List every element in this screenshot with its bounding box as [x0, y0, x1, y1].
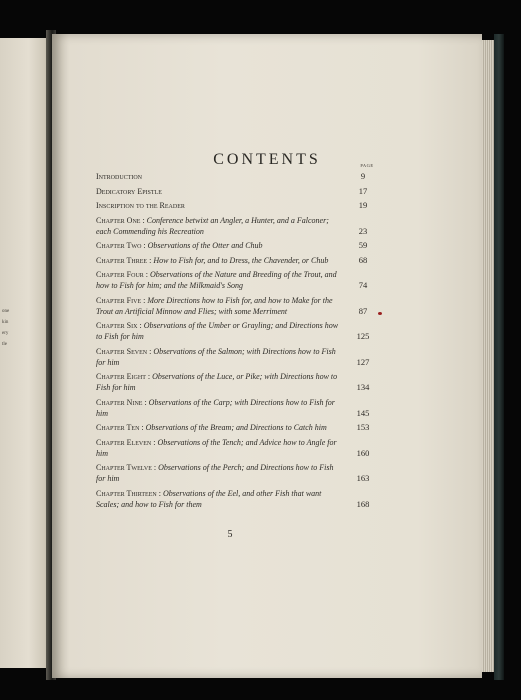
- toc-entry-page-number: 59: [358, 240, 368, 250]
- toc-entry: [96, 371, 374, 393]
- left-page-text-fragment: one: [2, 309, 10, 314]
- table-of-contents: [96, 171, 374, 513]
- toc-entry: [96, 295, 374, 317]
- toc-entry-description: Observations of the Tench; and Advice how to Angle for him: [96, 437, 337, 458]
- toc-entry-page-number: 134: [356, 382, 370, 392]
- toc-entry-label: Introduction: [96, 172, 142, 181]
- toc-entry-description: Observations of the Luce, or Pike; with Directions how to Fish for him: [96, 372, 338, 392]
- toc-entry: [96, 171, 374, 182]
- previous-page-edge: [0, 38, 52, 668]
- toc-entry-label: Inscription to the Reader: [96, 201, 185, 210]
- toc-entry-label: Dedicatory Epistle: [96, 186, 162, 196]
- toc-entry-label: Chapter Six :: [96, 321, 142, 330]
- page-number: 5: [227, 529, 233, 540]
- toc-entry: [96, 462, 374, 484]
- contents-heading: CONTENTS: [213, 151, 321, 168]
- toc-entry-description: Observations of the Umber or Grayling; and Directions how to Fish for him: [96, 321, 339, 341]
- toc-entry: [96, 422, 374, 433]
- toc-entry: [96, 200, 374, 211]
- toc-entry-page-number: 9: [360, 171, 366, 181]
- toc-entry: [96, 215, 374, 237]
- toc-entry: [96, 255, 374, 266]
- toc-entry-description: Observations of the Carp; with Directions how to Fish for him: [96, 397, 335, 418]
- toc-entry-page-number: 19: [358, 200, 368, 210]
- toc-entry-page-number: 168: [356, 498, 370, 509]
- toc-entry: [96, 437, 374, 459]
- left-page-text-fragment: ery: [2, 331, 9, 336]
- book-cover-edge: [494, 34, 504, 680]
- toc-entry-page-number: 17: [358, 185, 368, 196]
- toc-entry-description: Conference betwixt an Angler, a Hunter, and a Falconer; each Commending his Recreation: [96, 215, 329, 236]
- toc-entry: [96, 488, 374, 510]
- toc-entry-description: Observations of the Nature and Breeding of the Trout, and how to Fish for him; and the Milkmaid's Song: [96, 270, 337, 290]
- toc-entry: [96, 240, 374, 251]
- toc-entry-page-number: 127: [356, 356, 370, 367]
- toc-entry-page-number: 74: [358, 280, 368, 290]
- toc-entry-page-number: 23: [358, 225, 368, 236]
- toc-entry-label: Chapter Eleven :: [96, 437, 156, 447]
- page-column-label: PAGE: [360, 163, 374, 168]
- toc-entry-label: Chapter Five :: [96, 295, 146, 305]
- toc-entry-label: Chapter Seven :: [96, 346, 152, 356]
- toc-entry-description: Observations of the Eel, and other Fish that want Scales; and how to Fish for them: [96, 488, 322, 509]
- toc-entry-description: How to Fish for, and to Dress, the Chavender, or Chub: [153, 255, 329, 265]
- toc-entry-description: More Directions how to Fish for, and how to Make for the Trout an Artificial Minnow and Flies; with some Merriment: [96, 295, 333, 316]
- toc-entry-label: Chapter Twelve :: [96, 463, 157, 472]
- toc-entry-label: Chapter Nine :: [96, 397, 147, 407]
- toc-entry-label: Chapter Two :: [96, 241, 146, 250]
- toc-entry-description: Observations of the Perch; and Directions how to Fish for him: [96, 463, 334, 483]
- toc-entry: [96, 397, 374, 419]
- left-page-text-fragment: kin: [2, 320, 9, 325]
- toc-entry-label: Chapter One :: [96, 215, 145, 225]
- toc-entry-description: Observations of the Salmon; with Directions how to Fish for him: [96, 346, 336, 367]
- toc-entry-label: Chapter Eight :: [96, 372, 151, 381]
- toc-entry-label: Chapter Ten :: [96, 423, 144, 432]
- toc-entry-page-number: 125: [356, 331, 370, 341]
- toc-entry: [96, 320, 374, 342]
- toc-entry: [96, 186, 374, 197]
- toc-entry: [96, 269, 374, 291]
- toc-entry-description: Observations of the Otter and Chub: [147, 241, 263, 250]
- toc-entry-page-number: 163: [356, 473, 370, 483]
- red-ink-mark: [378, 312, 382, 315]
- toc-entry-page-number: 68: [358, 254, 368, 265]
- left-page-text-fragment: tle: [2, 342, 7, 347]
- toc-entry-label: Chapter Thirteen :: [96, 488, 161, 498]
- toc-entry-page-number: 87: [358, 305, 368, 316]
- toc-entry-label: Chapter Four :: [96, 270, 149, 279]
- toc-entry-page-number: 153: [356, 422, 370, 432]
- toc-entry-description: Observations of the Bream; and Directions to Catch him: [145, 423, 327, 432]
- toc-entry-page-number: 145: [356, 407, 370, 418]
- toc-entry: [96, 346, 374, 368]
- toc-entry-page-number: 160: [356, 447, 370, 458]
- toc-entry-label: Chapter Three :: [96, 255, 152, 265]
